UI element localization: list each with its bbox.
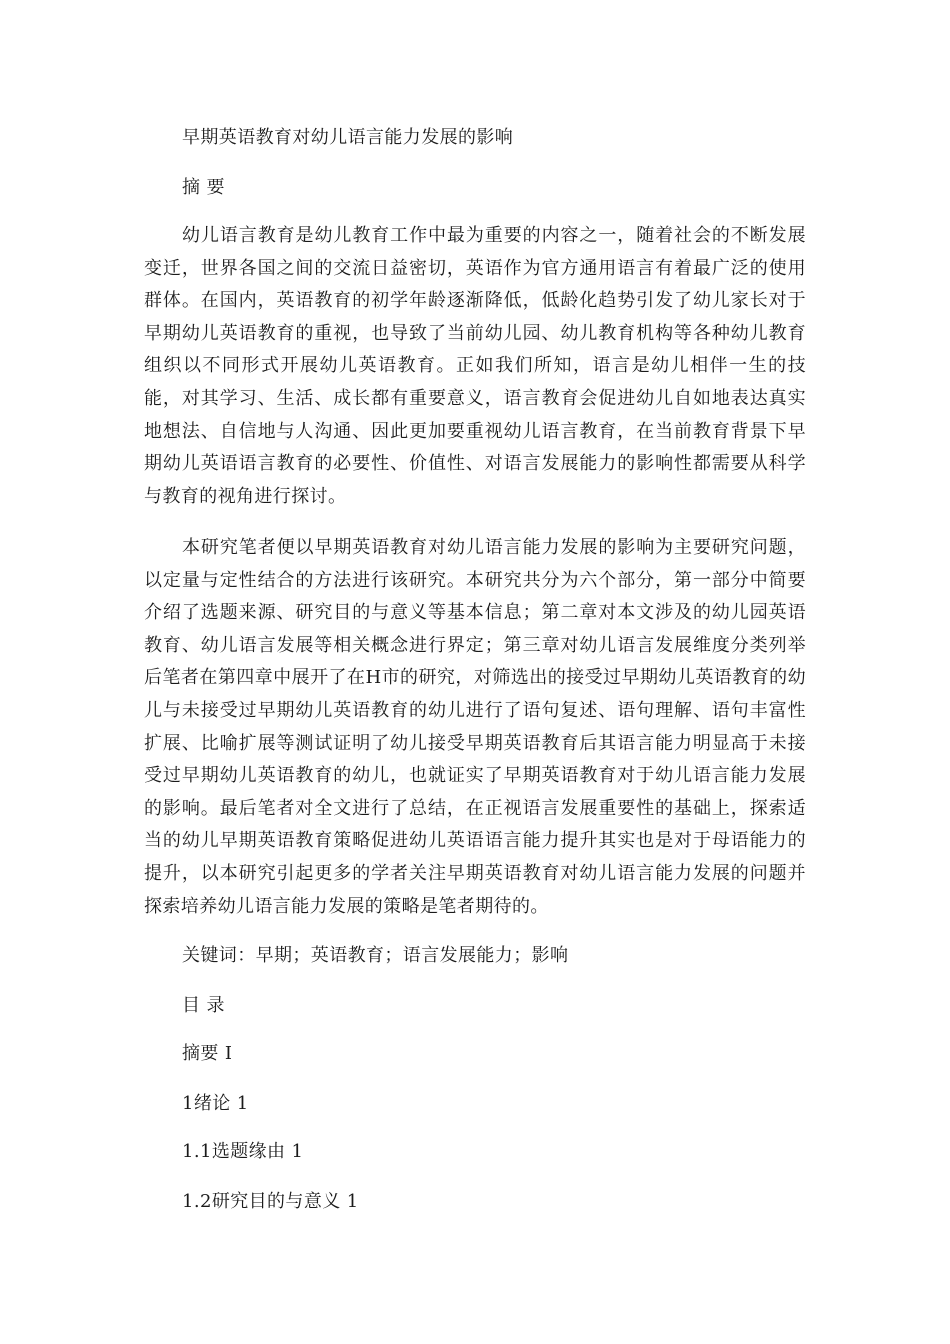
toc-item: 1绪论 1 [182, 1093, 249, 1114]
toc-item: 1.2研究目的与意义 1 [182, 1191, 359, 1212]
toc-item: 1.1选题缘由 1 [182, 1141, 304, 1162]
document-title: 早期英语教育对幼儿语言能力发展的影响 [182, 127, 514, 148]
abstract-paragraph-2: 本研究笔者便以早期英语教育对幼儿语言能力发展的影响为主要研究问题，以定量与定性结合的方法进行该研究。本研究共分为六个部分，第一部分中简要介绍了选题来源、研究目的与意义等基本信息；第二章对本文涉及的幼儿园英语教育、幼儿语言发展等相关概念进行界定；第三章对幼儿语言发展维度分类列举后笔者在第四章中展开了在H市的研究，对筛选出的接受过早期幼儿英语教育的幼儿与未接受过早期幼儿英语教育的幼儿进行了语句复述、语句理解、语句丰富性扩展、比喻扩展等测试证明了幼儿接受早期英语教育后其语言能力明显高于未接受过早期幼儿英语教育的幼儿，也就证实了早期英语教育对于幼儿语言能力发展的影响。最后笔者对全文进行了总结，在正视语言发展重要性的基础上，探索适当的幼儿早期英语教育策略促进幼儿英语语言能力提升其实也是对于母语能力的提升，以本研究引起更多的学者关注早期英语教育对幼儿语言能力发展的问题并探索培养幼儿语言能力发展的策略是笔者期待的。 [144, 537, 806, 917]
toc-heading: 目 录 [182, 995, 225, 1016]
toc-item: 摘要 I [182, 1043, 233, 1064]
abstract-paragraph-1: 幼儿语言教育是幼儿教育工作中最为重要的内容之一，随着社会的不断发展变迁，世界各国之间的交流日益密切，英语作为官方通用语言有着最广泛的使用群体。在国内，英语教育的初学年龄逐渐降低，低龄化趋势引发了幼儿家长对于早期幼儿英语教育的重视，也导致了当前幼儿园、幼儿教育机构等各种幼儿教育组织以不同形式开展幼儿英语教育。正如我们所知，语言是幼儿相伴一生的技能，对其学习、生活、成长都有重要意义，语言教育会促进幼儿自如地表达真实地想法、自信地与人沟通、因此更加要重视幼儿语言教育，在当前教育背景下早期幼儿英语语言教育的必要性、价值性、对语言发展能力的影响性都需要从科学与教育的视角进行探讨。 [144, 225, 806, 507]
abstract-heading: 摘 要 [182, 177, 225, 198]
keywords-line: 关键词：早期；英语教育；语言发展能力；影响 [182, 945, 569, 966]
